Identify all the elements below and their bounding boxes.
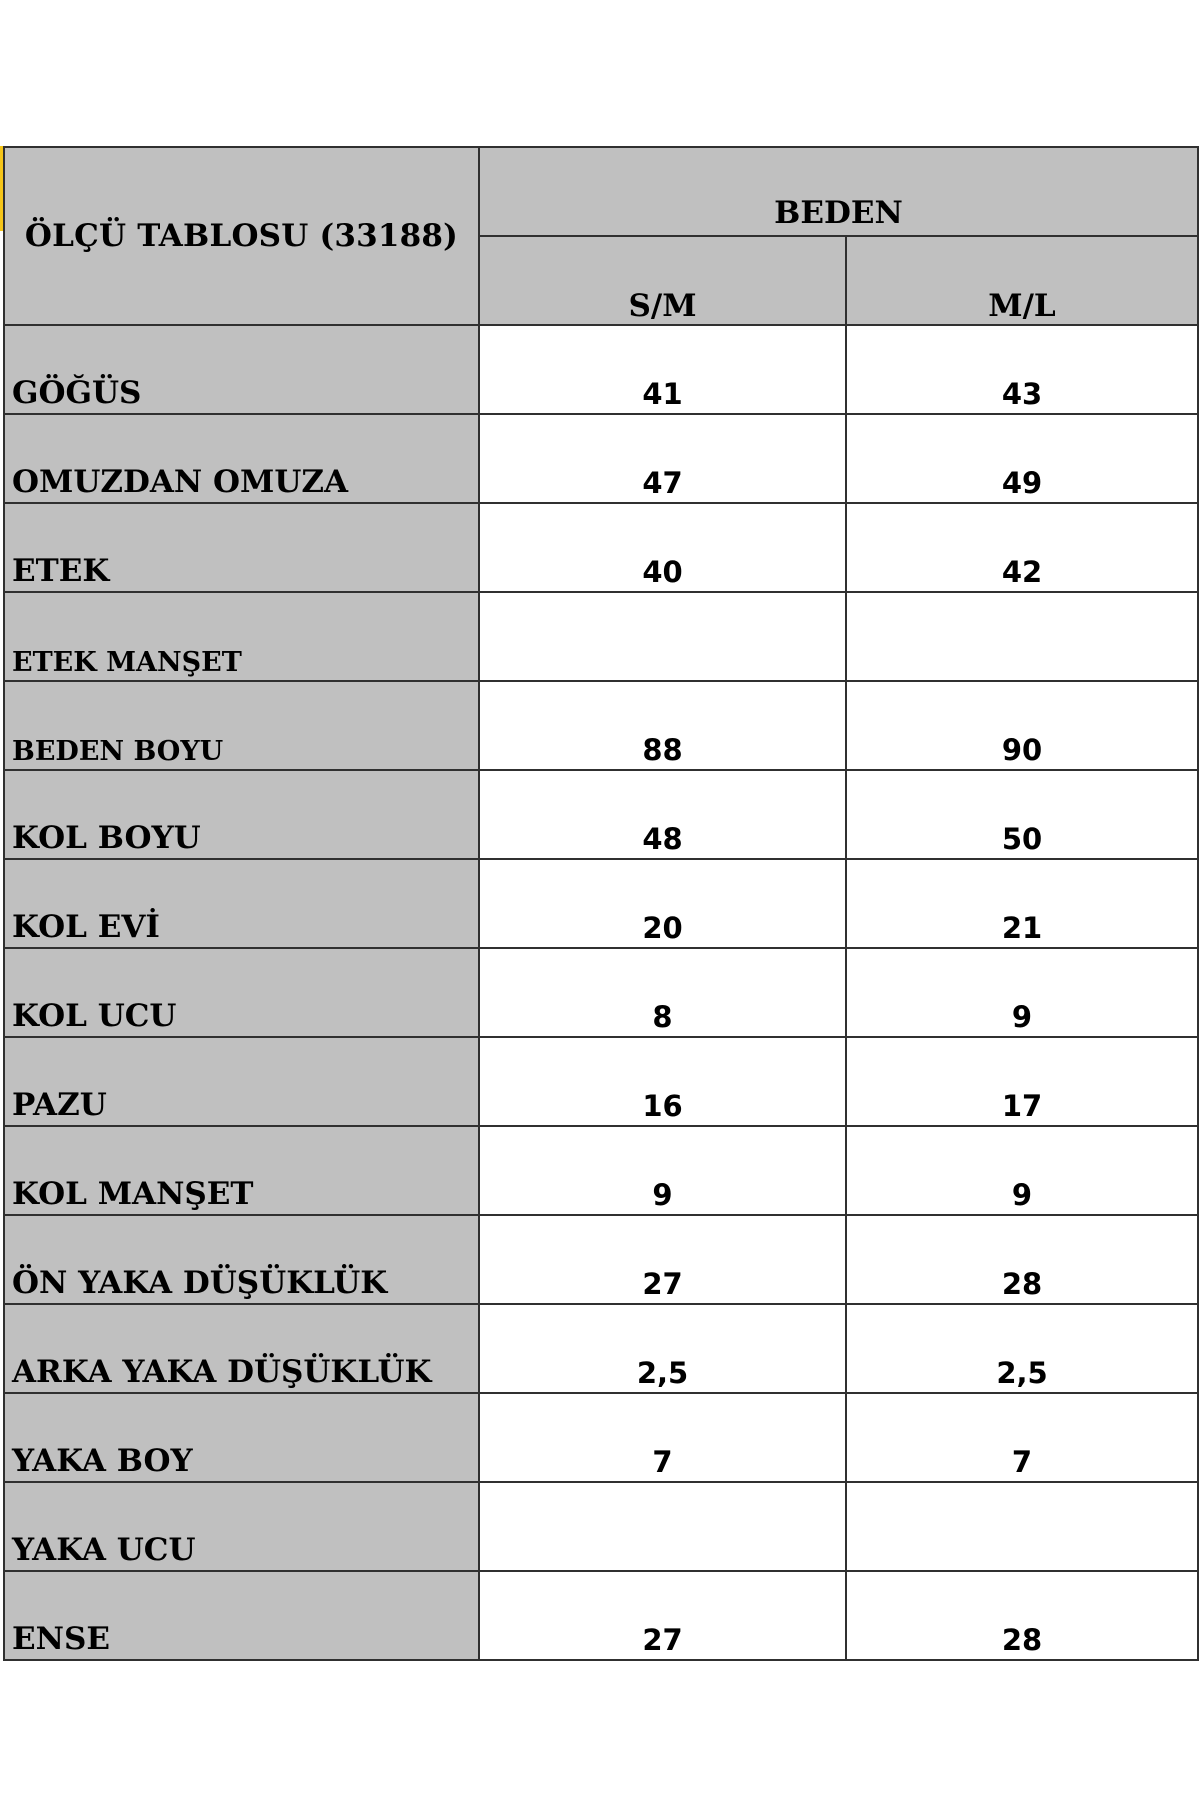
measurement-label: OMUZDAN OMUZA [4,414,479,503]
measurement-label: KOL MANŞET [4,1126,479,1215]
measurement-label: ENSE [4,1571,479,1660]
measurement-label: KOL UCU [4,948,479,1037]
table-body [4,325,1198,1660]
measurement-value [479,1482,846,1571]
size-chart-sheet [3,146,1198,1661]
measurement-value: 49 [846,414,1198,503]
measurement-value: 7 [479,1393,846,1482]
table-row [4,681,1198,770]
table-row [4,1482,1198,1571]
measurement-value: 2,5 [846,1304,1198,1393]
measurement-value: 9 [846,1126,1198,1215]
measurement-value: 40 [479,503,846,592]
table-row [4,592,1198,681]
measurement-value: 8 [479,948,846,1037]
table-row [4,503,1198,592]
table-row [4,1393,1198,1482]
table-title: ÖLÇÜ TABLOSU (33188) [4,147,479,325]
measurement-value: 16 [479,1037,846,1126]
measurement-value: 7 [846,1393,1198,1482]
measurement-value: 28 [846,1215,1198,1304]
measurement-value: 42 [846,503,1198,592]
measurement-label: ÖN YAKA DÜŞÜKLÜK [4,1215,479,1304]
measurement-value: 27 [479,1215,846,1304]
measurement-value: 17 [846,1037,1198,1126]
table-row [4,1126,1198,1215]
measurement-value: 47 [479,414,846,503]
measurement-label: KOL BOYU [4,770,479,859]
measurement-value: 50 [846,770,1198,859]
size-column-header: M/L [846,236,1198,325]
measurement-value: 2,5 [479,1304,846,1393]
measurement-label: ETEK [4,503,479,592]
table-row [4,1571,1198,1660]
measurement-value: 28 [846,1571,1198,1660]
measurement-label: GÖĞÜS [4,325,479,414]
table-row [4,1304,1198,1393]
table-row [4,325,1198,414]
size-chart-table [3,146,1199,1661]
measurement-value: 27 [479,1571,846,1660]
measurement-label: PAZU [4,1037,479,1126]
measurement-label: ARKA YAKA DÜŞÜKLÜK [4,1304,479,1393]
table-row [4,948,1198,1037]
table-row [4,859,1198,948]
measurement-value [479,592,846,681]
size-column-header: S/M [479,236,846,325]
measurement-label: BEDEN BOYU [4,681,479,770]
table-row [4,1037,1198,1126]
measurement-value: 9 [846,948,1198,1037]
measurement-value: 43 [846,325,1198,414]
measurement-value [846,1482,1198,1571]
measurement-label: YAKA BOY [4,1393,479,1482]
measurement-value [846,592,1198,681]
measurement-value: 90 [846,681,1198,770]
measurement-value: 9 [479,1126,846,1215]
measurement-value: 20 [479,859,846,948]
table-row [4,414,1198,503]
measurement-value: 41 [479,325,846,414]
measurement-value: 48 [479,770,846,859]
size-group-header: BEDEN [479,147,1198,236]
table-row [4,1215,1198,1304]
measurement-label: ETEK MANŞET [4,592,479,681]
measurement-value: 21 [846,859,1198,948]
measurement-value: 88 [479,681,846,770]
table-header [4,147,1198,325]
measurement-label: KOL EVİ [4,859,479,948]
table-row [4,770,1198,859]
measurement-label: YAKA UCU [4,1482,479,1571]
